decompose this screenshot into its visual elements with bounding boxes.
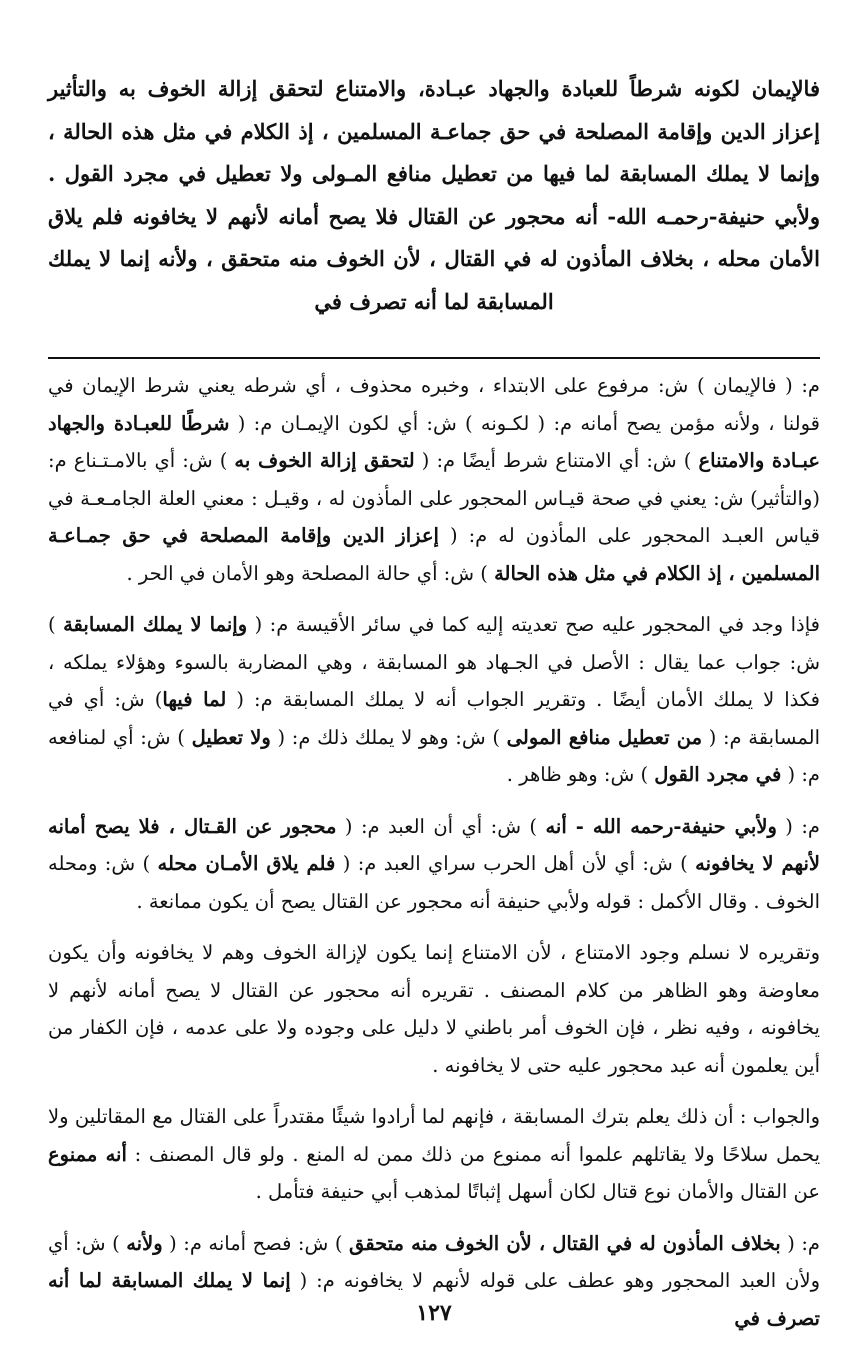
bold-text-segment: شرطًا للعبـادة والجهاد عبـادة والامتناع [48,411,820,472]
page-number: ١٢٧ [416,1300,452,1326]
bold-text-segment: لتحقق إزالة الخوف به [234,449,415,472]
text-segment: ) ش: جواب عما يقال : الأصل في الجـهاد هو المسابقة ، وهي المضاربة بالسوء وهؤلاء يملكه ، فكذا لا يملك الأمان أيضًا . وتقرير الجواب أنه لا يملك المسابقة م: ( [48,613,820,711]
commentary-paragraph [48,606,820,794]
commentary-paragraph [48,808,820,921]
bold-text-segment: أنه ممنوع [48,1142,127,1166]
text-segment: وتقريره لا نسلم وجود الامتناع ، لأن الامتناع إنما يكون لإزالة الخوف وهم لا يخافونه وأن يكون معاوضة وهو الظاهر من كلام المصنف . تقريره أنه محجور عن القتال لا يصح أمانه لأنهم لا يخافونه ، وفيه نظر ، فإن الخوف أمر باطني لا دليل على وجوده ولا على عدمه ، فإن الكفار من أين يعلمون أنه عبد محجور عليه حتى لا يخافونه . [48,941,820,1077]
text-segment: ) ش: أي في المسابقة م: ( [48,688,821,749]
text-segment: فإذا وجد في المحجور عليه صح تعديته إليه كما في سائر الأقيسة م: ( [247,613,821,636]
text-segment: ) ش: أي لمنافعه م: ( [48,725,820,786]
text-segment: ) ش: فصح أمانه م: ( [162,1231,349,1255]
bold-text-segment: وإنما لا يملك المسابقة [63,613,248,636]
bold-text-segment: إعزاز الدين وإقامة المصلحة في حق جمـاعـة المسلمين ، إذ الكلام في مثل هذه الحالة [48,524,820,585]
commentary-paragraph [48,1098,820,1211]
text-segment: م: ( فالإيمان ) ش: مرفوع على الابتداء ، وخبره محذوف ، أي شرطه يعني شرط الإيمان في قولنا ، ولأنه مؤمن يصح أمانه م: ( لكـونه ) ش: أي لكون الإيمـان م: ( [48,374,820,435]
bold-text-segment: ولأبي حنيفة-رحمه الله - أنه [545,814,777,838]
text-segment: ) ش: وهو لا يملك ذلك م: ( [270,725,507,749]
text-segment: ) ش: أي ولأن العبد المحجور وهو عطف على قوله لأنهم لا يخافونه م: ( [48,1231,820,1292]
text-segment: ) ش: وهو ظاهر . [506,763,655,786]
bold-text-segment: ولأنه [126,1231,163,1255]
commentary-section [48,367,820,1337]
commentary-paragraph [48,367,820,592]
text-segment: والجواب : أن ذلك يعلم بترك المسابقة ، فإنهم لما أرادوا شيئًا مقتدراً على القتال مع المقاتلين ولا يحمل سلاحًا ولا يقاتلهم علموا أنه ممنوع من ذلك ممن له المنع . ولو قال المصنف : [48,1105,820,1166]
bold-text-segment: لما فيها [162,688,227,711]
bold-text-segment: فلم يلاق الأمـان محله [157,852,336,875]
text-segment: ) ش: أي لأن أهل الحرب سراي العبد م: ( [335,852,696,875]
text-segment: ) ش: أي أن العبد م: ( [336,814,546,838]
text-segment: م: ( [776,814,820,838]
text-segment: ) ش: أي بالامـتـناع م: (والتأثير) ش: يعني في صحة قيـاس المحجور على المأذون له ، وقيـل : معني العلة الجامـعـة في قياس العبـد المحجور على المأذون له م: ( [48,449,820,547]
text-segment: ) ش: أي حالة المصلحة وهو الأمان في الحر . [126,561,495,585]
bold-text-segment: ولا تعطيل [191,725,271,749]
text-segment: م: ( [780,1231,820,1255]
bold-text-segment: محجور عن القـتال ، فلا يصح أمانه لأنهم لا يخافونه [48,814,821,875]
text-segment: ) ش: أي الامتناع شرط أيضًا م: ( [414,449,699,472]
commentary-paragraph [48,934,820,1084]
main-text: فالإيمان لكونه شرطاً للعبادة والجهاد عبـادة، والامتناع لتحقق إزالة الخوف به والتأثير إعزاز الدين وإقامة المصلحة في حق جماعـة المسلمين ، إذ الكلام في مثل هذه الحالة ، وإنما لا يملك المسابقة لما فيها من تعطيل منافع المـولى ولا تعطيل في مجرد القول . ولأبي حنيفة-رحمـه الله- أنه محجور عن القتال فلا يصح أمانه لأنهم لا يخافونه فلم يلاق الأمان محله ، بخلاف المأذون له في القتال ، لأن الخوف منه متحقق ، ولأنه إنما لا يملك المسابقة لما أنه تصرف في [48,76,820,314]
footnote-divider [48,357,820,359]
text-segment: ) ش: ومحله الخوف . وقال الأكمل : قوله ولأبي حنيفة أنه محجور عن القتال يصح أن يكون ممانعة . [48,852,820,913]
bold-text-segment: في مجرد القول [654,763,782,786]
bold-text-segment: من تعطيل منافع المولى [506,725,703,749]
text-segment: عن القتال والأمان نوع قتال لكان أسهل إثباتًا لمذهب أبي حنيفة فتأمل . [255,1180,820,1203]
bold-text-segment: إنما لا يملك المسابقة لما أنه تصرف في [48,1269,820,1330]
bold-text-segment: بخلاف المأذون له في القتال ، لأن الخوف منه متحقق [348,1231,781,1255]
